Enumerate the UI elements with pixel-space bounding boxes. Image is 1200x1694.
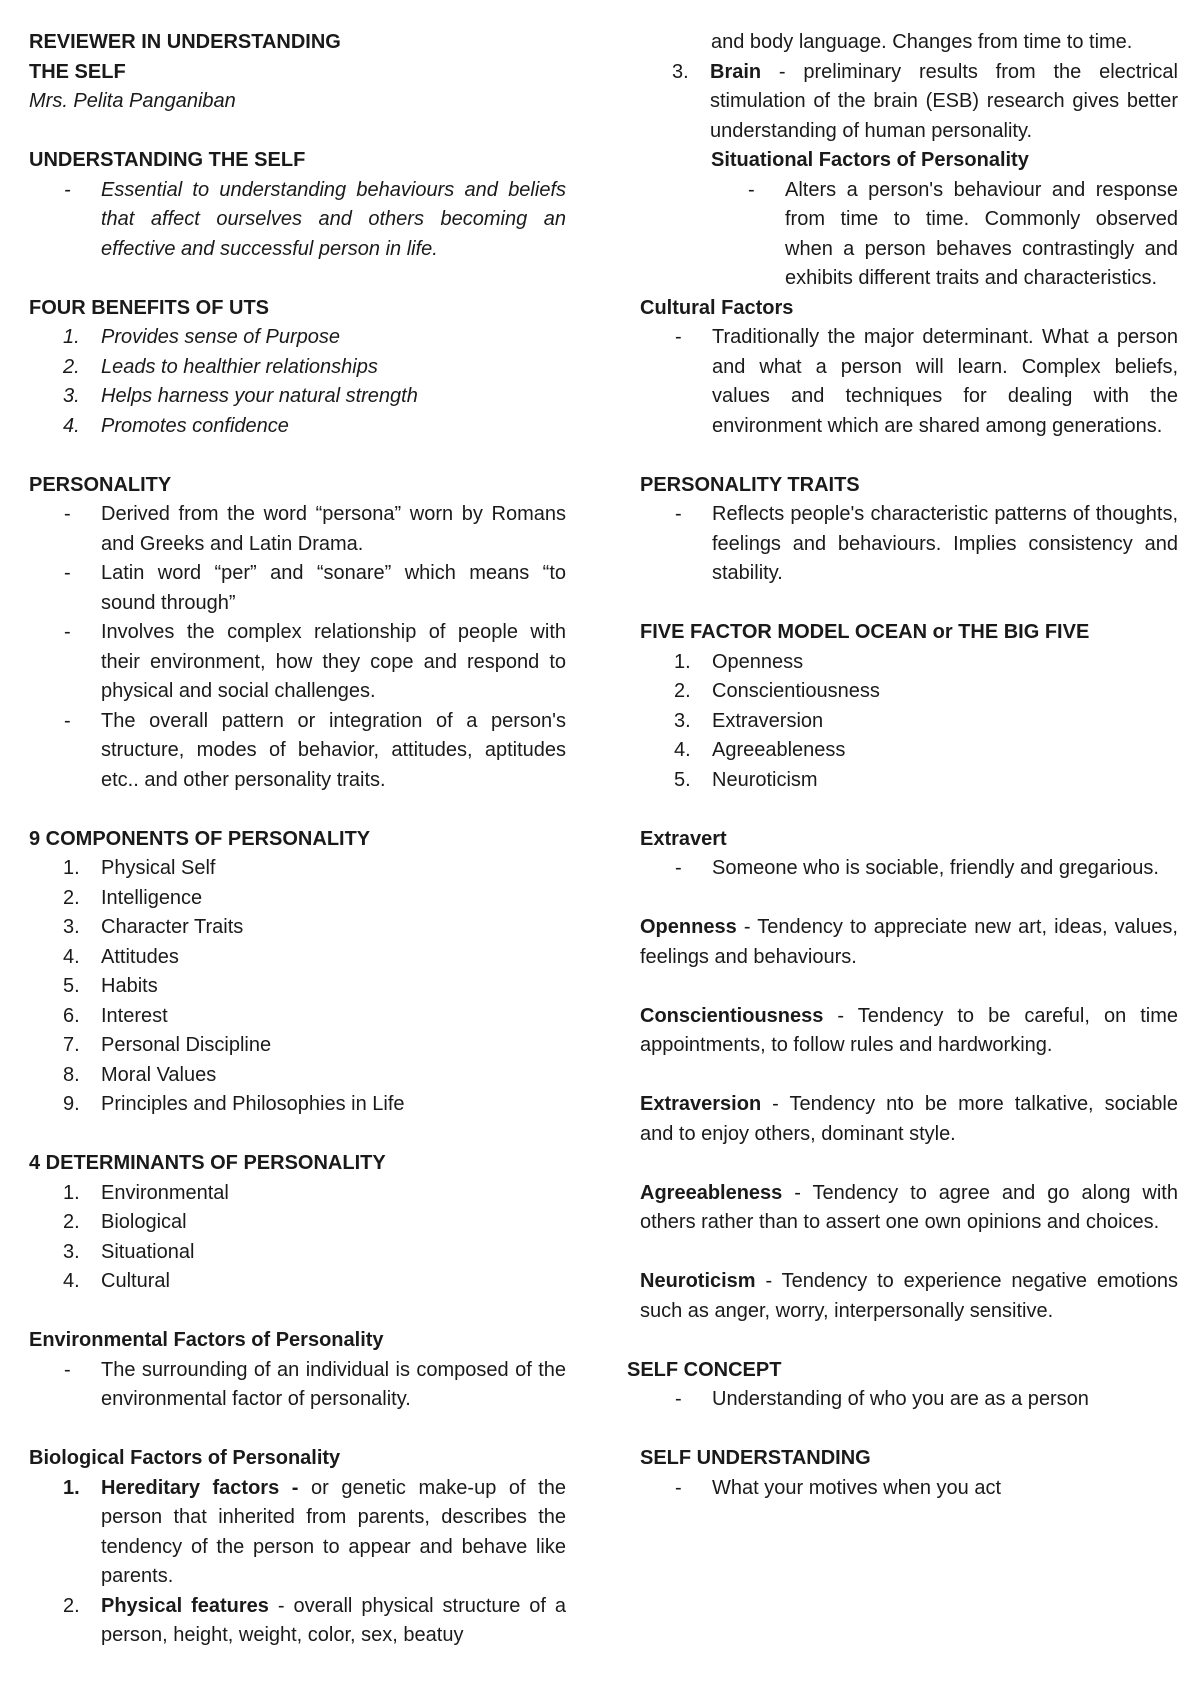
- section-heading-uts: UNDERSTANDING THE SELF: [29, 149, 306, 171]
- list-item: 1. Hereditary factors - or genetic make-up of the person that inherited from parents, describes the tendency of the person to appear and behave like parents.: [63, 1476, 566, 1587]
- continued-text: and body language. Changes from time to time.: [711, 31, 1133, 53]
- list-item: - Reflects people's characteristic patterns of thoughts, feelings and behaviours. Implies consistency and stability.: [640, 500, 1178, 589]
- list-item: - Latin word “per” and “sonare” which means “to sound through”: [29, 559, 566, 618]
- section-heading-situational: Situational Factors of Personality: [711, 149, 1029, 171]
- list-item: 9. Principles and Philosophies in Life: [63, 1093, 405, 1115]
- list-item: 3. Extraversion: [674, 709, 824, 732]
- list-item: 1. Openness: [674, 650, 804, 673]
- list-item: 5. Habits: [63, 975, 158, 997]
- list-item: 3. Helps harness your natural strength: [63, 385, 418, 407]
- section-heading-environmental: Environmental Factors of Personality: [29, 1329, 384, 1351]
- uts-list: [29, 176, 566, 265]
- section-heading-traits: PERSONALITY TRAITS: [640, 473, 860, 496]
- document-author: Mrs. Pelita Panganiban: [29, 90, 236, 112]
- section-heading-biological: Biological Factors of Personality: [29, 1447, 341, 1469]
- right-column: [627, 28, 1178, 1503]
- list-item: - Involves the complex relationship of people with their environment, how they cope and respond to physical and social challenges.: [29, 618, 566, 707]
- list-item: 1. Environmental: [63, 1181, 229, 1204]
- list-item: - The surrounding of an individual is composed of the environmental factor of personality.: [29, 1356, 566, 1415]
- document-title-line1: REVIEWER IN UNDERSTANDING: [29, 31, 341, 53]
- biological-list-continued: [638, 58, 1178, 147]
- definition-extraversion: Extraversion - Tendency nto be more talkative, sociable and to enjoy others, dominant style.: [640, 1093, 1178, 1145]
- section-heading-self-understanding: SELF UNDERSTANDING: [640, 1447, 871, 1469]
- list-item: 4. Promotes confidence: [63, 414, 289, 437]
- list-item: 1. Provides sense of Purpose: [63, 326, 341, 348]
- list-item: 4. Cultural: [63, 1270, 170, 1292]
- list-item: - Someone who is sociable, friendly and gregarious.: [640, 854, 1178, 884]
- list-item: 2. Leads to healthier relationships: [63, 355, 378, 378]
- section-heading-benefits: FOUR BENEFITS OF UTS: [29, 296, 269, 319]
- benefits-list: [29, 323, 566, 441]
- list-item: 8. Moral Values: [63, 1063, 217, 1086]
- section-heading-personality: PERSONALITY: [29, 473, 172, 496]
- list-item: 4. Attitudes: [63, 945, 179, 968]
- list-item: 3. Character Traits: [63, 916, 244, 938]
- list-item: 1. Physical Self: [63, 857, 216, 879]
- section-heading-ocean: FIVE FACTOR MODEL OCEAN or THE BIG FIVE: [640, 621, 1090, 643]
- list-item: 5. Neuroticism: [674, 768, 818, 791]
- list-item: - Understanding of who you are as a person: [640, 1385, 1178, 1415]
- components-list: [29, 854, 566, 1120]
- list-item: 2. Biological: [63, 1211, 187, 1233]
- environmental-list: [29, 1356, 566, 1415]
- list-item: - The overall pattern or integration of a person's structure, modes of behavior, attitudes, aptitudes etc.. and other personality traits.: [29, 707, 566, 796]
- list-item: 2. Intelligence: [63, 886, 203, 909]
- left-column: [29, 28, 566, 1651]
- definition-openness: Openness - Tendency to appreciate new art, ideas, values, feelings and behaviours.: [640, 916, 1178, 968]
- self-concept-list: [640, 1385, 1178, 1415]
- list-item: 7. Personal Discipline: [63, 1034, 272, 1056]
- list-item: 3. Situational: [63, 1240, 195, 1263]
- traits-list: [640, 500, 1178, 589]
- list-item: - What your motives when you act: [640, 1474, 1178, 1504]
- determinants-list: [29, 1179, 566, 1297]
- list-item: 2. Physical features - overall physical structure of a person, height, weight, color, sex, beatuy: [63, 1594, 567, 1646]
- section-heading-cultural: Cultural Factors: [640, 296, 794, 319]
- extravert-list: [640, 854, 1178, 884]
- list-item: - Essential to understanding behaviours and beliefs that affect ourselves and others becoming an effective and successful person in life.: [29, 176, 566, 265]
- ocean-list: [640, 648, 1178, 796]
- definition-agreeableness: Agreeableness - Tendency to agree and go along with others rather than to assert one own opinions and choices.: [640, 1181, 1178, 1233]
- cultural-list: [640, 323, 1178, 441]
- section-heading-components: 9 COMPONENTS OF PERSONALITY: [29, 827, 371, 850]
- definition-neuroticism: Neuroticism - Tendency to experience negative emotions such as anger, worry, interpersonally sensitive.: [640, 1270, 1178, 1322]
- list-item: - Alters a person's behaviour and response from time to time. Commonly observed when a person behaves contrastingly and exhibits different traits and characteristics.: [640, 176, 1178, 294]
- section-heading-self-concept: SELF CONCEPT: [627, 1358, 782, 1381]
- list-item: - Traditionally the major determinant. What a person and what a person will learn. Complex beliefs, values and techniques for dealing with the environment which are shared among generations.: [640, 323, 1178, 441]
- list-item: 3. Brain - preliminary results from the electrical stimulation of the brain (ESB) research gives better understanding of human personality.: [672, 60, 1178, 142]
- list-item: 4. Agreeableness: [674, 739, 846, 761]
- self-understanding-list: [640, 1474, 1178, 1504]
- list-item: 6. Interest: [63, 1004, 168, 1027]
- document-title-line2: THE SELF: [29, 60, 126, 83]
- definition-conscientiousness: Conscientiousness - Tendency to be careful, on time appointments, to follow rules and hardworking.: [640, 1004, 1178, 1056]
- section-heading-determinants: 4 DETERMINANTS OF PERSONALITY: [29, 1152, 386, 1174]
- list-item: 2. Conscientiousness: [674, 680, 880, 702]
- section-heading-extravert: Extravert: [640, 827, 727, 850]
- biological-list: [29, 1474, 566, 1651]
- list-item: - Derived from the word “persona” worn by Romans and Greeks and Latin Drama.: [29, 500, 566, 559]
- situational-list: [640, 176, 1178, 294]
- personality-list: [29, 500, 566, 795]
